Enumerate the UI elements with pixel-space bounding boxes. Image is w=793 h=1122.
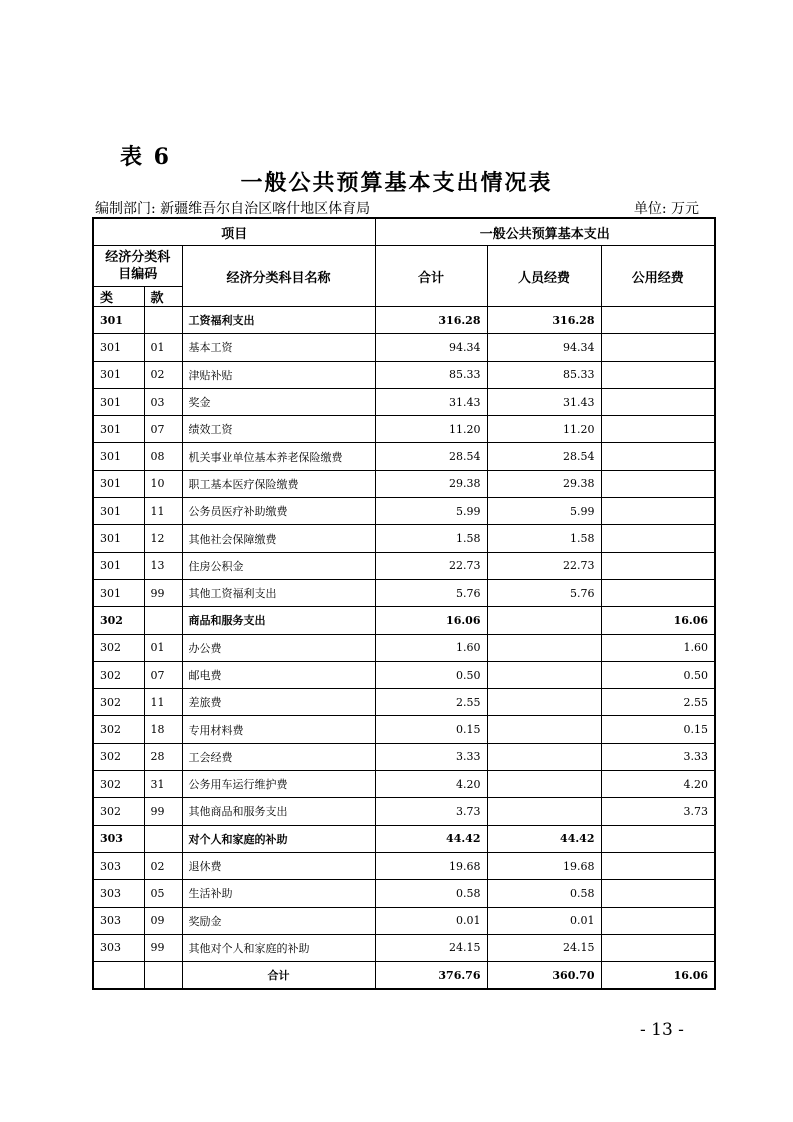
total-cell: 0.01 <box>375 907 487 934</box>
table-row <box>93 771 715 798</box>
total-row-label: 合计 <box>182 962 375 990</box>
item-name-cell: 奖金 <box>182 388 375 415</box>
class-code-cell: 303 <box>93 825 144 852</box>
section-code-cell: 09 <box>144 907 182 934</box>
personnel-cell: 316.28 <box>487 307 601 334</box>
total-cell: 0.58 <box>375 880 487 907</box>
personnel-cell: 1.58 <box>487 525 601 552</box>
public-cell: 3.73 <box>601 798 715 825</box>
class-code-cell: 302 <box>93 607 144 634</box>
total-cell: 316.28 <box>375 307 487 334</box>
total-row-public: 16.06 <box>601 962 715 990</box>
department-label: 编制部门: 新疆维吾尔自治区喀什地区体育局 <box>95 201 371 217</box>
class-code-cell: 303 <box>93 934 144 961</box>
class-header: 类 <box>93 287 144 307</box>
class-code-cell: 301 <box>93 361 144 388</box>
total-cell: 22.73 <box>375 552 487 579</box>
item-name-cell: 机关事业单位基本养老保险缴费 <box>182 443 375 470</box>
personnel-cell: 22.73 <box>487 552 601 579</box>
personnel-cell: 94.34 <box>487 334 601 361</box>
personnel-cell: 0.01 <box>487 907 601 934</box>
public-cell <box>601 579 715 606</box>
item-name-cell: 生活补助 <box>182 880 375 907</box>
item-header: 项目 <box>93 218 375 246</box>
personnel-cell <box>487 689 601 716</box>
personnel-cell: 85.33 <box>487 361 601 388</box>
total-row-total: 376.76 <box>375 962 487 990</box>
class-code-cell: 302 <box>93 716 144 743</box>
table-row <box>93 498 715 525</box>
total-cell: 16.06 <box>375 607 487 634</box>
class-code-cell: 302 <box>93 798 144 825</box>
personnel-cell <box>487 661 601 688</box>
section-code-cell: 01 <box>144 334 182 361</box>
page-title: 一般公共预算基本支出情况表 <box>240 170 553 196</box>
total-cell: 28.54 <box>375 443 487 470</box>
public-cell <box>601 907 715 934</box>
section-code-cell: 07 <box>144 661 182 688</box>
class-code-cell: 301 <box>93 525 144 552</box>
table-row <box>93 552 715 579</box>
section-code-cell <box>144 307 182 334</box>
table-row <box>93 470 715 497</box>
item-name-cell: 公务员医疗补助缴费 <box>182 498 375 525</box>
total-cell: 0.15 <box>375 716 487 743</box>
public-cell <box>601 498 715 525</box>
table-row <box>93 388 715 415</box>
public-header: 公用经费 <box>601 246 715 307</box>
table-row <box>93 416 715 443</box>
class-code-cell: 301 <box>93 498 144 525</box>
personnel-cell <box>487 634 601 661</box>
total-header: 合计 <box>375 246 487 307</box>
expense-table <box>92 217 716 990</box>
public-cell <box>601 934 715 961</box>
public-cell: 1.60 <box>601 634 715 661</box>
section-code-cell: 13 <box>144 552 182 579</box>
table-row <box>93 607 715 634</box>
class-code-cell: 303 <box>93 852 144 879</box>
personnel-cell <box>487 743 601 770</box>
total-cell: 85.33 <box>375 361 487 388</box>
section-code-cell: 99 <box>144 798 182 825</box>
section-code-cell: 02 <box>144 852 182 879</box>
total-cell: 29.38 <box>375 470 487 497</box>
class-code-cell: 301 <box>93 579 144 606</box>
class-code-cell: 301 <box>93 416 144 443</box>
table-row <box>93 934 715 961</box>
section-code-cell: 02 <box>144 361 182 388</box>
item-name-cell: 津贴补贴 <box>182 361 375 388</box>
total-cell: 2.55 <box>375 689 487 716</box>
personnel-cell: 0.58 <box>487 880 601 907</box>
total-cell: 4.20 <box>375 771 487 798</box>
section-code-cell: 10 <box>144 470 182 497</box>
total-cell: 44.42 <box>375 825 487 852</box>
public-cell <box>601 825 715 852</box>
section-code-cell: 01 <box>144 634 182 661</box>
item-name-cell: 绩效工资 <box>182 416 375 443</box>
total-cell: 1.58 <box>375 525 487 552</box>
section-code-cell <box>144 825 182 852</box>
class-code-cell: 301 <box>93 388 144 415</box>
item-name-cell: 工会经费 <box>182 743 375 770</box>
code-group-header: 经济分类科目编码 <box>93 246 182 287</box>
section-code-cell: 99 <box>144 934 182 961</box>
table-row <box>93 525 715 552</box>
personnel-cell: 31.43 <box>487 388 601 415</box>
item-name-cell: 基本工资 <box>182 334 375 361</box>
personnel-cell: 5.99 <box>487 498 601 525</box>
public-cell <box>601 525 715 552</box>
public-cell: 0.15 <box>601 716 715 743</box>
public-cell: 2.55 <box>601 689 715 716</box>
public-cell <box>601 552 715 579</box>
item-name-cell: 其他对个人和家庭的补助 <box>182 934 375 961</box>
table-row <box>93 880 715 907</box>
item-name-cell: 对个人和家庭的补助 <box>182 825 375 852</box>
personnel-cell: 29.38 <box>487 470 601 497</box>
public-cell: 0.50 <box>601 661 715 688</box>
personnel-cell: 24.15 <box>487 934 601 961</box>
item-name-cell: 住房公积金 <box>182 552 375 579</box>
table-row <box>93 361 715 388</box>
personnel-cell: 19.68 <box>487 852 601 879</box>
total-cell: 0.50 <box>375 661 487 688</box>
table-row <box>93 825 715 852</box>
personnel-cell: 5.76 <box>487 579 601 606</box>
table-row <box>93 634 715 661</box>
section-code-cell: 99 <box>144 579 182 606</box>
section-code-cell: 11 <box>144 689 182 716</box>
item-name-cell: 公务用车运行维护费 <box>182 771 375 798</box>
expense-group-header: 一般公共预算基本支出 <box>375 218 715 246</box>
item-name-cell: 办公费 <box>182 634 375 661</box>
total-cell: 3.33 <box>375 743 487 770</box>
total-cell: 3.73 <box>375 798 487 825</box>
item-name-cell: 其他社会保障缴费 <box>182 525 375 552</box>
total-cell: 11.20 <box>375 416 487 443</box>
table-row <box>93 907 715 934</box>
public-cell: 16.06 <box>601 607 715 634</box>
public-cell: 4.20 <box>601 771 715 798</box>
personnel-cell: 44.42 <box>487 825 601 852</box>
table-row <box>93 743 715 770</box>
table-body <box>93 307 715 962</box>
table-row <box>93 307 715 334</box>
class-code-cell: 301 <box>93 443 144 470</box>
section-header: 款 <box>144 287 182 307</box>
personnel-cell: 11.20 <box>487 416 601 443</box>
public-cell <box>601 880 715 907</box>
total-row-section <box>144 962 182 990</box>
public-cell <box>601 361 715 388</box>
class-code-cell: 302 <box>93 634 144 661</box>
table-row <box>93 579 715 606</box>
item-name-cell: 奖励金 <box>182 907 375 934</box>
item-name-cell: 商品和服务支出 <box>182 607 375 634</box>
name-header: 经济分类科目名称 <box>182 246 375 307</box>
total-row-personnel: 360.70 <box>487 962 601 990</box>
personnel-cell <box>487 771 601 798</box>
item-name-cell: 职工基本医疗保险缴费 <box>182 470 375 497</box>
class-code-cell: 301 <box>93 552 144 579</box>
section-code-cell: 11 <box>144 498 182 525</box>
public-cell <box>601 307 715 334</box>
class-code-cell: 301 <box>93 470 144 497</box>
item-name-cell: 邮电费 <box>182 661 375 688</box>
class-code-cell: 302 <box>93 689 144 716</box>
total-row <box>93 962 715 990</box>
table-label: 表 6 <box>120 144 171 170</box>
section-code-cell: 07 <box>144 416 182 443</box>
section-code-cell <box>144 607 182 634</box>
item-name-cell: 工资福利支出 <box>182 307 375 334</box>
total-row-class <box>93 962 144 990</box>
total-cell: 24.15 <box>375 934 487 961</box>
class-code-cell: 301 <box>93 307 144 334</box>
class-code-cell: 302 <box>93 743 144 770</box>
total-cell: 5.76 <box>375 579 487 606</box>
public-cell <box>601 852 715 879</box>
personnel-cell <box>487 716 601 743</box>
item-name-cell: 专用材料费 <box>182 716 375 743</box>
total-cell: 1.60 <box>375 634 487 661</box>
section-code-cell: 31 <box>144 771 182 798</box>
table-row <box>93 852 715 879</box>
total-cell: 94.34 <box>375 334 487 361</box>
public-cell <box>601 334 715 361</box>
personnel-header: 人员经费 <box>487 246 601 307</box>
table-row <box>93 798 715 825</box>
table-row <box>93 716 715 743</box>
item-name-cell: 差旅费 <box>182 689 375 716</box>
class-code-cell: 302 <box>93 771 144 798</box>
section-code-cell: 18 <box>144 716 182 743</box>
section-code-cell: 08 <box>144 443 182 470</box>
total-cell: 31.43 <box>375 388 487 415</box>
section-code-cell: 05 <box>144 880 182 907</box>
table-row <box>93 334 715 361</box>
public-cell: 3.33 <box>601 743 715 770</box>
total-cell: 19.68 <box>375 852 487 879</box>
item-name-cell: 其他工资福利支出 <box>182 579 375 606</box>
personnel-cell: 28.54 <box>487 443 601 470</box>
public-cell <box>601 416 715 443</box>
unit-label: 单位: 万元 <box>633 201 699 217</box>
total-cell: 5.99 <box>375 498 487 525</box>
table-row <box>93 443 715 470</box>
public-cell <box>601 443 715 470</box>
public-cell <box>601 388 715 415</box>
personnel-cell <box>487 798 601 825</box>
section-code-cell: 12 <box>144 525 182 552</box>
class-code-cell: 302 <box>93 661 144 688</box>
page-number: - 13 - <box>640 1020 684 1040</box>
personnel-cell <box>487 607 601 634</box>
table-row <box>93 689 715 716</box>
section-code-cell: 03 <box>144 388 182 415</box>
table-row <box>93 661 715 688</box>
class-code-cell: 303 <box>93 880 144 907</box>
class-code-cell: 303 <box>93 907 144 934</box>
item-name-cell: 其他商品和服务支出 <box>182 798 375 825</box>
section-code-cell: 28 <box>144 743 182 770</box>
class-code-cell: 301 <box>93 334 144 361</box>
public-cell <box>601 470 715 497</box>
item-name-cell: 退休费 <box>182 852 375 879</box>
